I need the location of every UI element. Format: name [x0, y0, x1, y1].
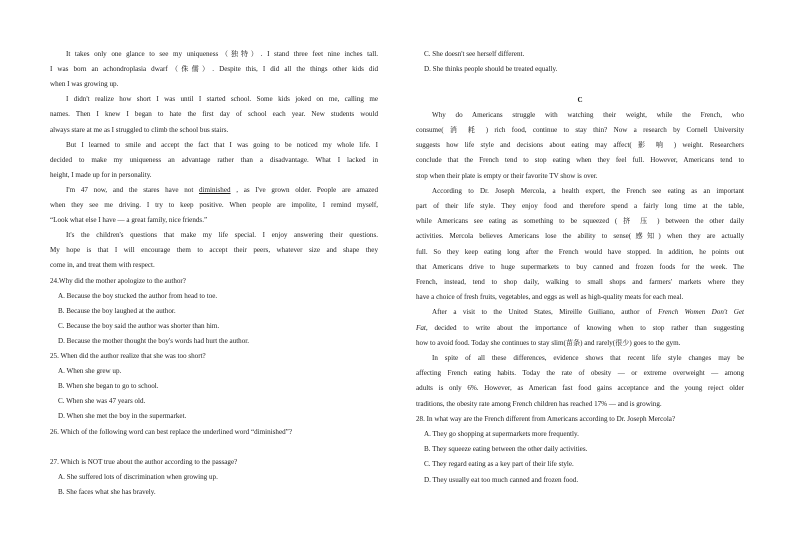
left-line: C. When she was 47 years old.: [58, 397, 146, 406]
left-line: C. Because the boy said the author was shorter than him.: [58, 321, 220, 330]
left-line: decided to make my uniqueness an advantage rather than a disadvantage. What I lacked in: [50, 155, 378, 164]
right-line: After a visit to the United States, Mireille Guiliano, author of French Women Don't Get: [432, 308, 744, 317]
left-line: It's the children's questions that make my life special. I enjoy answering their questions.: [66, 231, 378, 240]
right-line: D. She thinks people should be treated equally.: [424, 65, 558, 74]
left-line: A. Because the boy stucked the author from head to toe.: [58, 291, 218, 300]
right-line: consume( 消 耗 ) rich food, continue to stay thin? Now a research by Cornell University: [416, 126, 744, 134]
left-line: B. Because the boy laughed at the author.: [58, 306, 176, 315]
right-line: part of their life style. They enjoy food and therefore spend a fairly long time at the table,: [416, 202, 744, 210]
right-line: activities. Mercola believes Americans lose the ability to sense(感知) when they are actually: [416, 232, 744, 241]
left-line: D. When she met the boy in the supermarket.: [58, 412, 187, 421]
right-line: Why do Americans struggle with watching their weight, while the French, who: [432, 110, 744, 119]
left-line: 25. When did the author realize that she was too short?: [50, 352, 206, 360]
left-line: height, I made up for in personality.: [50, 170, 152, 179]
left-line: I was born an achondroplasia dwarf（侏儒）. Despite this, I did all the things other kids did: [50, 65, 378, 74]
left-line: I'm 47 now, and the stares have not diminished , as I've grown older. People are amazed: [66, 185, 378, 194]
left-line: when they see me driving. I try to keep positive. When people are impolite, I remind myself,: [50, 201, 378, 209]
right-line: Fat, decided to write about the importance of knowing when to stop rather than suggesting: [416, 323, 744, 332]
right-line: French, instead, tend to shop daily, walking to small shops and farmers' markets where they: [416, 278, 744, 286]
left-line: I didn't realize how short I was until I started school. Some kids joked on me, calling me: [66, 95, 378, 104]
right-line: stop when their plate is empty or their favorite TV show is over.: [416, 171, 598, 180]
right-line: traditions, the obesity rate among French children has reached 17% — and is growing.: [416, 399, 662, 408]
left-line: come in, and treat them with respect.: [50, 261, 155, 270]
left-line: “Look what else I have — a great family, nice friends.”: [50, 216, 208, 225]
right-line: According to Dr. Joseph Mercola, a health expert, the French see eating as an important: [432, 186, 744, 195]
left-line: D. Because the mother thought the boy's words had hurt the author.: [58, 336, 249, 345]
right-line: how to avoid food. Today she continues to stay slim(苗条) and rarely(很少) goes to the gym.: [416, 338, 681, 347]
left-line: A. She suffered lots of discrimination when growing up.: [58, 472, 218, 481]
right-line: adults is only 6%. However, as American fast food gains acceptance and the young reject older: [416, 384, 744, 393]
left-line: when I was growing up.: [50, 80, 119, 89]
left-line: B. She faces what she has bravely.: [58, 487, 156, 496]
right-line: C: [577, 95, 583, 104]
left-line: always stare at me as I struggled to climb the school bus stairs.: [50, 125, 229, 134]
left-line: A. When she grew up.: [58, 367, 122, 376]
left-line: 24.Why did the mother apologize to the author?: [50, 276, 186, 285]
left-line: 26. Which of the following word can best replace the underlined word “diminished”?: [50, 427, 292, 436]
right-line: full. So they keep eating long after the French would have stopped. In addition, he points out: [416, 247, 744, 256]
left-line: It takes only one glance to see my uniqueness（独特）. I stand three feet nine inches tall.: [66, 50, 378, 58]
left-line: B. When she began to go to school.: [58, 382, 159, 391]
right-line: A. They go shopping at supermarkets more frequently.: [424, 430, 579, 438]
right-line: C. She doesn't see herself different.: [424, 50, 525, 58]
left-line: names. Then I knew I began to hate the first day of school each year. New students would: [50, 110, 378, 119]
right-line: conclude that the French tend to stop eating when they feel full. However, Americans tend to: [416, 156, 744, 165]
right-line: C. They regard eating as a key part of their life style.: [424, 460, 574, 469]
right-line: In spite of all these differences, evidence shows that recent life style changes may be: [432, 354, 744, 362]
right-line: B. They squeeze eating between the other daily activities.: [424, 445, 588, 454]
right-line: suggests how life style and decisions about eating may affect( 影 响 ) weight. Researchers: [416, 141, 744, 150]
left-line: 27. Which is NOT true about the author according to the passage?: [50, 457, 238, 466]
right-line: have a choice of fresh fruits, vegetables, and eggs as well as high-quality meats for each meal.: [416, 293, 684, 302]
left-line: But I learned to smile and accept the fact that I was going to be noticed my whole life. I: [66, 140, 378, 149]
right-line: 28. In what way are the French different from Americans according to Dr. Joseph Mercola?: [416, 414, 676, 423]
left-line: My hope is that I will encourage them to accept their peers, whatever size and shape they: [50, 246, 378, 255]
right-line: while Americans see eating as something to be squeezed ( 挤 压 ) between the other daily: [416, 217, 744, 226]
right-line: affecting French eating habits. Today the rate of obesity — or extreme overweight — among: [416, 369, 744, 378]
right-line: that Americans drive to huge supermarkets to buy canned and frozen foods for the week. The: [416, 262, 744, 271]
right-line: D. They usually eat too much canned and frozen food.: [424, 475, 579, 484]
